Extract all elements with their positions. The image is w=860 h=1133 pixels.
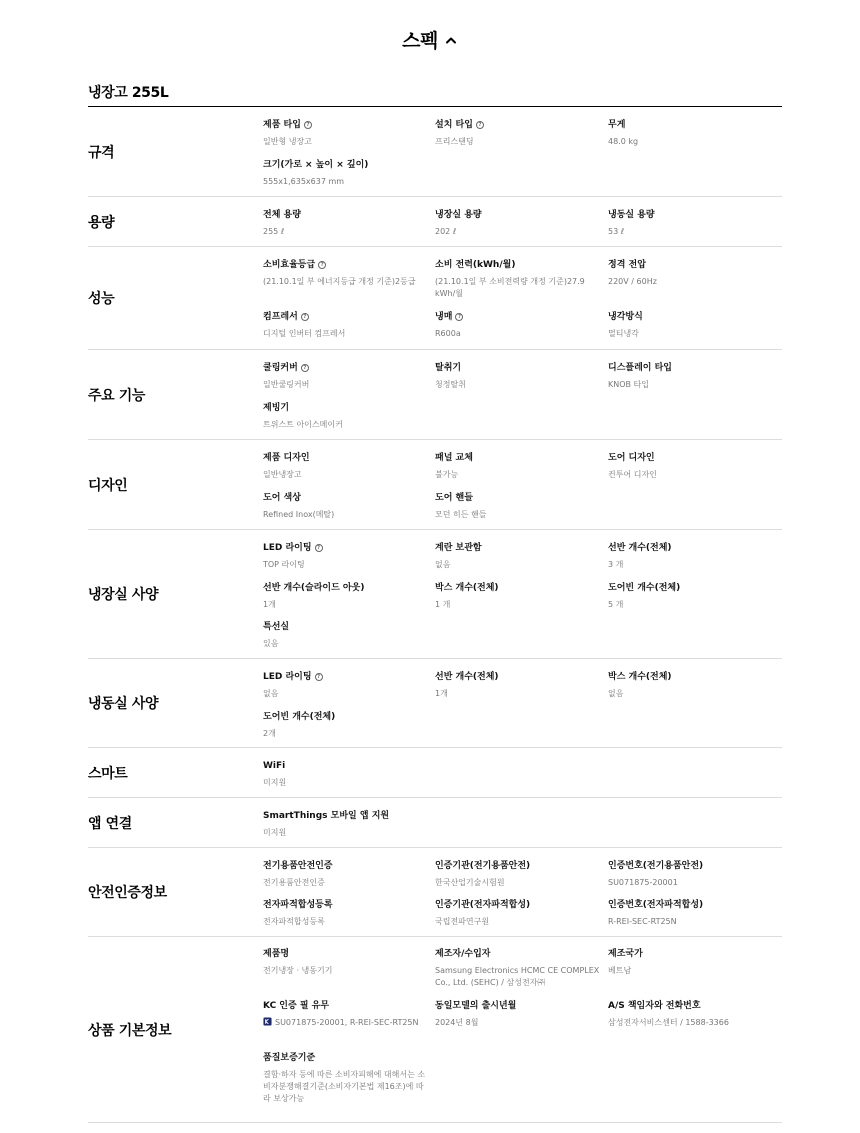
spec-item-value: [435, 379, 603, 391]
spec-section: [88, 798, 782, 848]
spec-item: [435, 542, 603, 571]
spec-item-value: [263, 728, 431, 740]
spec-item: [263, 542, 431, 571]
spec-item-label: [435, 311, 603, 323]
spec-item-label-text: 소비 전력(kWh/월): [435, 260, 516, 270]
spec-item-value-text: 5 개: [608, 600, 624, 609]
spec-item-value-text: 미지원: [263, 778, 287, 787]
spec-item-value: [435, 688, 603, 700]
spec-section: [88, 107, 782, 197]
spec-item-value-text: 모던 히든 핸들: [435, 510, 487, 519]
spec-item-label: [608, 860, 776, 872]
spec-item: [263, 671, 431, 700]
spec-item-label-text: 동일모델의 출시년월: [435, 1001, 517, 1011]
section-label: 디자인: [88, 477, 128, 494]
spec-item-value: [608, 469, 776, 481]
section-label: 용량: [88, 214, 115, 231]
spec-item-label-text: 박스 개수(전체): [608, 672, 672, 682]
spec-item-label: [435, 362, 603, 374]
spec-item: [263, 860, 431, 889]
spec-item: [435, 582, 603, 611]
spec-item: [263, 402, 431, 431]
spec-item-value-text: 미지원: [263, 828, 287, 837]
spec-item-label-text: 제품 타입: [263, 120, 301, 130]
spec-item: [263, 492, 431, 521]
spec-item-value: [263, 777, 431, 789]
spec-item-value: [435, 599, 603, 611]
spec-item-label-text: 제빙기: [263, 403, 290, 413]
spec-item-value: [263, 509, 431, 521]
spec-item-label-text: 선반 개수(전체): [435, 672, 499, 682]
spec-item-label: [608, 1000, 776, 1012]
section-label: 냉장실 사양: [88, 587, 159, 603]
spec-item-label-text: 전자파적합성등록: [263, 900, 333, 910]
spec-item-value-text: 1개: [263, 600, 276, 609]
spec-item-label: [263, 452, 431, 464]
spec-item: [263, 209, 431, 238]
spec-item-value-text: 220V / 60Hz: [608, 277, 657, 286]
spec-item: [435, 209, 603, 238]
spec-item-value-text: 컨투어 디자인: [608, 470, 657, 479]
spec-item: [263, 311, 431, 340]
spec-item-label: [435, 860, 603, 872]
spec-item-label-text: 도어빈 개수(전체): [608, 583, 681, 593]
spec-item-label: [263, 119, 431, 131]
spec-item-label-text: 인증기관(전기용품안전): [435, 861, 531, 871]
spec-item-value: [263, 916, 431, 928]
spec-item-label-text: 제품명: [263, 949, 290, 959]
spec-item-label-text: 무게: [608, 120, 626, 130]
spec-item-label-text: 디스플레이 타입: [608, 363, 672, 373]
spec-item-value-text: 한국산업기술시험원: [435, 878, 505, 887]
spec-item-label-text: 냉각방식: [608, 312, 643, 322]
spec-item-value: [435, 965, 603, 989]
spec-item-value: [435, 276, 603, 300]
spec-item-value: [263, 276, 431, 288]
spec-section: [88, 748, 782, 798]
spec-item-value: [263, 1069, 431, 1105]
spec-item-label-text: 인증번호(전기용품안전): [608, 861, 704, 871]
spec-item-label: [435, 259, 603, 271]
spec-item-label: [263, 492, 431, 504]
spec-item-value: [435, 1017, 603, 1029]
spec-item-label-text: 컴프레서: [263, 312, 298, 322]
spec-item-label: [435, 948, 603, 960]
help-icon[interactable]: ?: [304, 121, 312, 129]
spec-item-label: [263, 209, 431, 221]
spec-item-label: [608, 311, 776, 323]
spec-item: [263, 362, 431, 391]
spec-item-value-text: 없음: [263, 689, 279, 698]
spec-item-value: [608, 226, 776, 238]
spec-item-value: [263, 559, 431, 571]
spec-item-label-text: 제조국가: [608, 949, 643, 959]
spec-item-value: [435, 136, 603, 148]
spec-item: [263, 119, 431, 148]
spec-item-value: [263, 638, 431, 650]
spec-item-value-text: 53 ℓ: [608, 227, 625, 236]
section-label: 성능: [88, 291, 115, 307]
spec-item-label: [263, 1000, 431, 1012]
spec-item-label-text: 냉매: [435, 312, 453, 322]
help-icon[interactable]: ?: [301, 313, 309, 321]
spec-item: [608, 582, 776, 611]
spec-item-label: [435, 671, 603, 683]
spec-item-label: [608, 209, 776, 221]
spec-item: [263, 621, 431, 650]
help-icon[interactable]: ?: [476, 121, 484, 129]
spec-item-label: [435, 1000, 603, 1012]
spec-item-label-text: 전기용품안전인증: [263, 861, 333, 871]
spec-item: [263, 760, 431, 789]
spec-item: [435, 259, 603, 300]
spec-item-value-text: 전기냉장 · 냉동기기: [263, 966, 333, 975]
spec-item-label-text: LED 라이팅: [263, 543, 312, 553]
spec-item: [435, 452, 603, 481]
spec-item-value-text: 전자파적합성등록: [263, 917, 325, 926]
spec-item-value-text: 없음: [435, 560, 451, 569]
spec-item: [263, 899, 431, 928]
spec-item: [263, 159, 431, 188]
spec-item-value: [608, 1017, 776, 1029]
spec-item-label: [435, 119, 603, 131]
spec-item-label: [263, 311, 431, 323]
spec-item-label-text: 전체 용량: [263, 210, 301, 220]
spec-item: [608, 1000, 776, 1029]
spec-item-value-text: KNOB 타입: [608, 380, 650, 389]
spec-item-label-text: 특선실: [263, 622, 290, 632]
spec-item-value-text: 트위스트 아이스메이커: [263, 420, 343, 429]
spec-item-label: [435, 209, 603, 221]
spec-item-label-text: 인증번호(전자파적합성): [608, 900, 704, 910]
spec-item-value: [263, 328, 431, 340]
spec-item-value-text: SU071875-20001: [608, 878, 678, 887]
spec-item-value-text: R600a: [435, 329, 461, 338]
spec-item-value-text: 있음: [263, 639, 279, 648]
spec-item-value-text: 결함·하자 등에 따른 소비자피해에 대해서는 소비자분쟁해결기준(소비자기본법 제16조)에 따라 보상가능: [263, 1070, 426, 1103]
spec-item: [435, 1000, 603, 1029]
spec-item-value-text: 1개: [435, 689, 448, 698]
spec-item: [608, 259, 776, 288]
spec-item-value: [263, 136, 431, 148]
spec-item-value: [263, 469, 431, 481]
kc-mark-icon: [263, 1017, 272, 1026]
spec-item-label: [608, 899, 776, 911]
spec-item-value: [435, 877, 603, 889]
spec-item-label: [263, 402, 431, 414]
spec-item: [608, 899, 776, 928]
spec-item-label: [608, 119, 776, 131]
spec-item-value: [435, 509, 603, 521]
spec-item-value-text: 555x1,635x637 mm: [263, 177, 345, 186]
help-icon[interactable]: ?: [301, 364, 309, 372]
section-label: 앱 연결: [88, 815, 132, 832]
spec-item-value-text: 국립전파연구원: [435, 917, 490, 926]
spec-item: [608, 119, 776, 148]
section-label: 안전인증정보: [88, 885, 167, 901]
spec-item-label: [263, 582, 431, 594]
spec-item-value-text: SU071875-20001, R-REI-SEC-RT25N: [275, 1018, 419, 1027]
spec-item: [608, 948, 776, 977]
spec-item-label-text: 제조자/수입자: [435, 949, 491, 959]
spec-item-value: [608, 328, 776, 340]
spec-item-value: [263, 419, 431, 431]
spec-item-label-text: 냉동실 용량: [608, 210, 655, 220]
spec-item-label-text: LED 라이팅: [263, 672, 312, 682]
spec-item-label-text: 품질보증기준: [263, 1053, 316, 1063]
spec-item-label-text: KC 인증 필 유무: [263, 1001, 330, 1011]
spec-item-label: [263, 621, 431, 633]
spec-item-value-text: TOP 라이팅: [263, 560, 305, 569]
spec-item-value-text: 베트남: [608, 966, 632, 975]
spec-item-label-text: SmartThings 모바일 앱 지원: [263, 811, 390, 821]
spec-item-label: [263, 259, 431, 271]
section-label: 상품 기본정보: [88, 1022, 172, 1039]
spec-item: [608, 452, 776, 481]
spec-item-value: [608, 599, 776, 611]
spec-item-value: [263, 688, 431, 700]
spec-item: [435, 362, 603, 391]
spec-item-label: [608, 452, 776, 464]
spec-item: [435, 492, 603, 521]
spec-item-label: [608, 582, 776, 594]
spec-item: [263, 948, 431, 977]
spec-item-label-text: 크기(가로 × 높이 × 깊이): [263, 160, 369, 170]
spec-item: [608, 362, 776, 391]
spec-item: [435, 948, 603, 989]
spec-item-value-text: Refined Inox(메탈): [263, 510, 335, 519]
spec-item-label: [608, 671, 776, 683]
spec-item-value-text: 없음: [608, 689, 624, 698]
spec-section: [88, 937, 782, 1123]
spec-item-label: [263, 948, 431, 960]
spec-section: [88, 197, 782, 247]
spec-item-value-text: 불가능: [435, 470, 459, 479]
spec-item: [263, 259, 431, 288]
section-label: 냉동실 사양: [88, 696, 159, 712]
spec-item-label-text: 도어 핸들: [435, 493, 473, 503]
spec-item-value: [263, 176, 431, 188]
spec-item-value: [435, 469, 603, 481]
spec-item-value-text: Samsung Electronics HCMC CE COMPLEX Co., Ltd. (SEHC) / 삼성전자㈜: [435, 966, 600, 987]
spec-item-label: [608, 259, 776, 271]
spec-item-value: [263, 379, 431, 391]
spec-item-label: [263, 542, 431, 554]
spec-item-value-text: 2개: [263, 729, 276, 738]
spec-title: 스펙: [402, 30, 438, 52]
spec-item-value-text: 202 ℓ: [435, 227, 457, 236]
spec-item-label-text: 계란 보관함: [435, 543, 482, 553]
help-icon[interactable]: ?: [315, 544, 323, 552]
spec-collapse-toggle[interactable]: [402, 26, 458, 53]
spec-item-label: [435, 492, 603, 504]
spec-item-value-text: 255 ℓ: [263, 227, 285, 236]
spec-item-value: [263, 1017, 431, 1029]
spec-item-value: [263, 599, 431, 611]
spec-item-label-text: 도어빈 개수(전체): [263, 712, 336, 722]
spec-section: [88, 530, 782, 659]
spec-item-value-text: 삼성전자서비스센터 / 1588-3366: [608, 1018, 729, 1027]
help-icon[interactable]: ?: [315, 673, 323, 681]
help-icon[interactable]: ?: [318, 261, 326, 269]
spec-item-value: [608, 276, 776, 288]
spec-item: [263, 810, 431, 839]
spec-item-value: [608, 136, 776, 148]
spec-item: [263, 1052, 431, 1105]
spec-item-label-text: 인증기관(전자파적합성): [435, 900, 531, 910]
spec-item-label: [435, 899, 603, 911]
spec-item-label-text: 선반 개수(전체): [608, 543, 672, 553]
spec-item-value: [263, 965, 431, 977]
spec-item: [608, 311, 776, 340]
spec-item-value-text: 48.0 kg: [608, 137, 639, 146]
spec-item-label-text: 소비효율등급: [263, 260, 316, 270]
spec-item-value: [263, 827, 431, 839]
spec-item: [608, 671, 776, 700]
spec-item-value: [608, 965, 776, 977]
spec-item-label: [608, 542, 776, 554]
spec-item: [608, 209, 776, 238]
spec-item: [435, 671, 603, 700]
spec-item-value-text: (21.10.1일 부 소비전력량 개정 기준)27.9 kWh/월: [435, 277, 585, 298]
spec-item-value: [608, 379, 776, 391]
spec-item-value: [608, 688, 776, 700]
spec-item-value-text: 프리스탠딩: [435, 137, 474, 146]
spec-item-value: [608, 916, 776, 928]
spec-item-value-text: 청정탈취: [435, 380, 466, 389]
spec-item-label-text: 박스 개수(전체): [435, 583, 499, 593]
spec-item-value: [263, 877, 431, 889]
spec-item-value: [263, 226, 431, 238]
spec-item: [435, 860, 603, 889]
spec-item-label: [608, 948, 776, 960]
help-icon[interactable]: ?: [455, 313, 463, 321]
spec-item-value: [435, 328, 603, 340]
spec-section: [88, 247, 782, 350]
spec-item-label-text: WiFi: [263, 761, 286, 771]
spec-section: [88, 659, 782, 748]
spec-item-label: [263, 1052, 431, 1064]
spec-item: [435, 311, 603, 340]
spec-item: [608, 860, 776, 889]
spec-item: [263, 711, 431, 740]
spec-item-label-text: 쿨링커버: [263, 363, 298, 373]
spec-item-value-text: 일반냉장고: [263, 470, 302, 479]
spec-header: [0, 26, 860, 53]
spec-item-label: [263, 860, 431, 872]
spec-item-label-text: 도어 색상: [263, 493, 301, 503]
spec-section: [88, 848, 782, 937]
spec-item: [263, 1000, 431, 1029]
spec-item-label-text: A/S 책임자와 전화번호: [608, 1001, 701, 1011]
spec-item-value: [435, 916, 603, 928]
spec-item-label-text: 냉장실 용량: [435, 210, 482, 220]
spec-item-value: [435, 226, 603, 238]
spec-item-value-text: R-REI-SEC-RT25N: [608, 917, 677, 926]
spec-item-value-text: 전기용품안전인증: [263, 878, 325, 887]
spec-item-label-text: 패널 교체: [435, 453, 473, 463]
spec-item-label-text: 설치 타입: [435, 120, 473, 130]
spec-section: [88, 350, 782, 440]
spec-item-value-text: 2024년 8월: [435, 1018, 479, 1027]
spec-item-label: [263, 362, 431, 374]
spec-item-label: [263, 760, 431, 772]
spec-item-label: [263, 671, 431, 683]
spec-item-label: [435, 582, 603, 594]
spec-item-label: [435, 542, 603, 554]
spec-section: [88, 440, 782, 530]
spec-item-value-text: 멀티냉각: [608, 329, 639, 338]
spec-item-label: [263, 159, 431, 171]
spec-item: [608, 542, 776, 571]
spec-item-label: [263, 899, 431, 911]
spec-item-label-text: 도어 디자인: [608, 453, 655, 463]
section-label: 주요 기능: [88, 387, 145, 404]
spec-item-label-text: 선반 개수(슬라이드 아웃): [263, 583, 365, 593]
spec-item-label-text: 탈취기: [435, 363, 462, 373]
spec-item-label-text: 제품 디자인: [263, 453, 310, 463]
spec-item-label-text: 정격 전압: [608, 260, 646, 270]
spec-item: [435, 899, 603, 928]
spec-item-value-text: 디지털 인버터 컴프레서: [263, 329, 346, 338]
spec-item-value-text: 1 개: [435, 600, 451, 609]
spec-item-value-text: 3 개: [608, 560, 624, 569]
spec-item: [435, 119, 603, 148]
spec-item-label: [263, 711, 431, 723]
section-label: 규격: [88, 144, 115, 161]
spec-item-value-text: 일반쿨링커버: [263, 380, 310, 389]
spec-item-value: [608, 559, 776, 571]
chevron-up-icon: [444, 33, 458, 47]
spec-item-label: [435, 452, 603, 464]
spec-item-label: [608, 362, 776, 374]
spec-item-value: [608, 877, 776, 889]
spec-item-value-text: 일반형 냉장고: [263, 137, 312, 146]
spec-item-label: [263, 810, 431, 822]
model-title: 냉장고 255L: [88, 85, 169, 101]
spec-item-value: [435, 559, 603, 571]
spec-item: [263, 452, 431, 481]
spec-item: [263, 582, 431, 611]
section-label: 스마트: [88, 765, 128, 782]
spec-item-value-text: (21.10.1일 부 에너지등급 개정 기준)2등급: [263, 277, 416, 286]
